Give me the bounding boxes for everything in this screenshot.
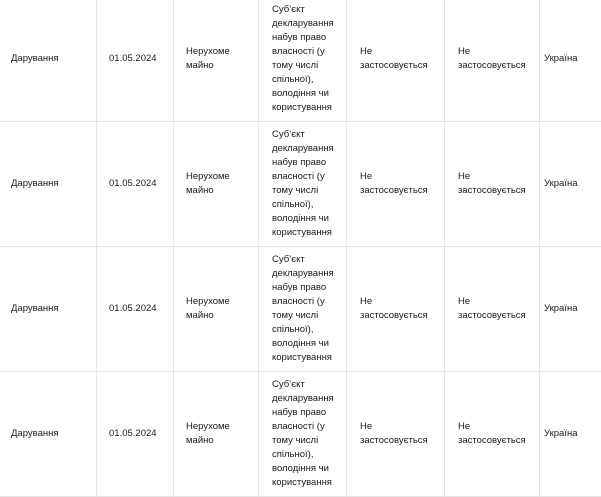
table-row bbox=[0, 372, 601, 497]
table-row bbox=[0, 122, 601, 247]
cell-country: Україна bbox=[544, 178, 578, 189]
cell-country: Україна bbox=[544, 428, 578, 439]
cell-right-type: Суб’єкт декларування набув право власності (у тому числі спільної), володіння чи користування bbox=[259, 247, 347, 371]
cell-field-b: Не застосовується bbox=[445, 122, 540, 246]
cell-field-b: Не застосовується bbox=[445, 247, 540, 371]
cell-right-type: Суб’єкт декларування набув право власності (у тому числі спільної), володіння чи користування bbox=[259, 122, 347, 246]
cell-right-type: Суб’єкт декларування набув право власності (у тому числі спільної), володіння чи користування bbox=[259, 0, 347, 121]
cell-object-type: Нерухоме майно bbox=[174, 372, 259, 496]
cell-reason: Дарування bbox=[0, 122, 97, 246]
cell-date: 01.05.2024 bbox=[97, 0, 174, 121]
cell-field-a: Не застосовується bbox=[347, 372, 445, 496]
cell-field-b: Не застосовується bbox=[445, 0, 540, 121]
cell-field-a: Не застосовується bbox=[347, 247, 445, 371]
cell-country: Україна bbox=[544, 303, 578, 314]
cell-reason: Дарування bbox=[0, 247, 97, 371]
cell-field-a: Не застосовується bbox=[347, 0, 445, 121]
table-row bbox=[0, 247, 601, 372]
cell-reason: Дарування bbox=[0, 372, 97, 496]
cell-date: 01.05.2024 bbox=[97, 247, 174, 371]
cell-field-a: Не застосовується bbox=[347, 122, 445, 246]
cell-date: 01.05.2024 bbox=[97, 122, 174, 246]
cell-object-type: Нерухоме майно bbox=[174, 0, 259, 121]
cell-object-type: Нерухоме майно bbox=[174, 122, 259, 246]
cell-field-b: Не застосовується bbox=[445, 372, 540, 496]
cell-reason: Дарування bbox=[0, 0, 97, 121]
table-row bbox=[0, 0, 601, 122]
cell-right-type: Суб’єкт декларування набув право власності (у тому числі спільної), володіння чи користування bbox=[259, 372, 347, 496]
cell-object-type: Нерухоме майно bbox=[174, 247, 259, 371]
cell-date: 01.05.2024 bbox=[97, 372, 174, 496]
cell-country: Україна bbox=[544, 53, 578, 64]
